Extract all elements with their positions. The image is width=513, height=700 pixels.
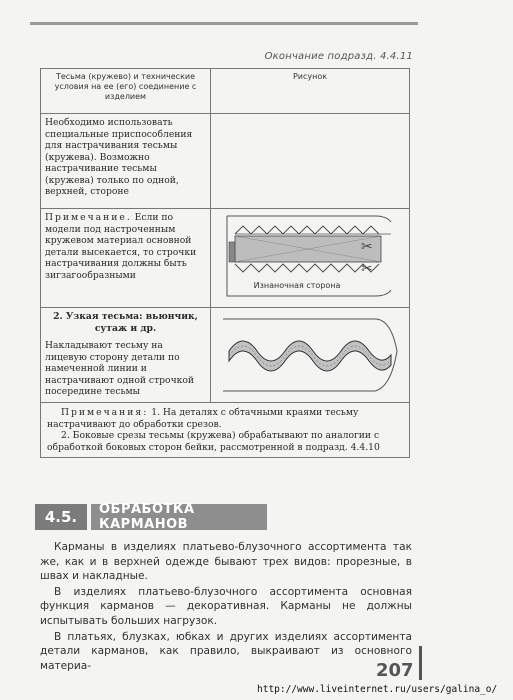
section-heading <box>35 504 267 530</box>
section-title: ОБРАБОТКА КАРМАНОВ <box>91 504 267 530</box>
row1-text: Необходимо использовать специальные приспособления для настрачивания тесьмы (кружева). Возможно настрачивание тесьмы (кружева) только по одной, верхней, стороне <box>41 114 211 209</box>
paragraph: В платьях, блузках, юбках и других изделиях ассортимента детали карманов, как правило, выкраивают из основного материа- <box>40 630 412 672</box>
row1-figure <box>211 114 410 209</box>
note-1-text: 1. На деталях с обтачными краями тесьму настрачивают до обработки срезов. <box>47 407 359 430</box>
table-row <box>41 308 410 403</box>
note-2-text: 2. Боковые срезы тесьмы (кружева) обрабатывают по аналогии с обработкой боковых сторон бейки, рассмотренной в подразд. 4.4.10 <box>47 430 380 453</box>
note-label: Примечания: <box>61 407 149 418</box>
col1-header: Тесьма (кружево) и технические условия на ее (его) соединение с изделием <box>41 69 211 114</box>
table-row <box>41 209 410 308</box>
section-number: 4.5. <box>35 504 87 530</box>
continuation-label: Окончание подразд. 4.4.11 <box>264 51 413 62</box>
row3-text: Накладывают тесьму на лицевую сторону детали по намеченной линии и настрачивают одной строчкой посередине тесьмы <box>45 340 195 397</box>
page-number: 207 <box>376 660 414 681</box>
side-rule <box>419 646 422 680</box>
top-rule <box>30 22 418 25</box>
row3-subhead: 2. Узкая тесьма: вьюнчик, сутаж и др. <box>53 311 198 334</box>
scissors-icon: ✂ <box>361 239 373 255</box>
row2-cell <box>41 209 211 308</box>
spec-table <box>40 68 410 458</box>
lace-figure <box>211 209 410 308</box>
notes-cell <box>41 403 410 458</box>
note-line-1 <box>47 407 403 430</box>
lace-figure-caption: Изнаночная сторона <box>253 281 341 290</box>
body-text <box>40 540 412 674</box>
paragraph: Карманы в изделиях платьево-блузочного ассортимента так же, как и в верхней одежде бывают трех видов: прорезные, в швах и накладные. <box>40 541 412 583</box>
table-row <box>41 403 410 458</box>
row2-text: Если по модели под настроченным кружевом материал основной детали высекается, то строчки настрачивания должны быть зигзагообразными <box>45 212 197 281</box>
braid-drawing <box>215 311 405 399</box>
row2-label: Примечание. <box>45 212 132 223</box>
table-header-row <box>41 69 410 114</box>
row3-cell <box>41 308 211 403</box>
col2-header: Рисунок <box>211 69 410 114</box>
lace-drawing <box>215 212 405 302</box>
source-url: http://www.liveinternet.ru/users/galina_o/ <box>257 684 498 695</box>
table-row <box>41 114 410 209</box>
braid-figure <box>211 308 410 403</box>
paragraph: В изделиях платьево-блузочного ассортимента основная функция карманов — декоративная. Карманы не должны испытывать больших нагрузок. <box>40 585 412 627</box>
scissors-icon: ✂ <box>361 261 373 277</box>
